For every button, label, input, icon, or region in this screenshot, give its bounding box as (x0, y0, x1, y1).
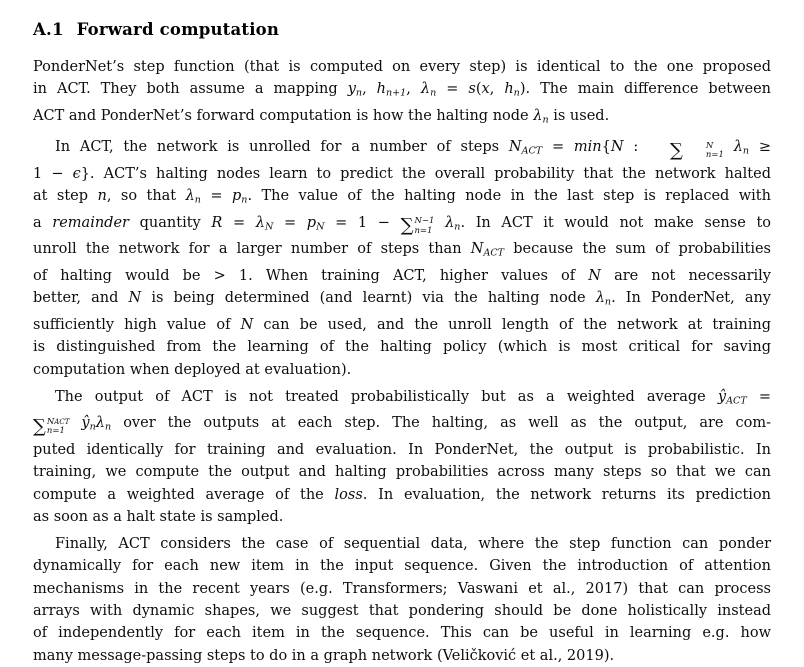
math-text: ACT (483, 247, 505, 259)
text-span: is used. (548, 107, 610, 124)
text-line (33, 578, 771, 600)
math-text: p (231, 188, 242, 205)
math-text: loss (334, 486, 363, 503)
math-text: n+1 (386, 87, 407, 99)
math-text: ACT (726, 395, 747, 407)
math-text: λ (420, 81, 431, 98)
text-span: PonderNet’s step function (that is computed on every step) is identical to the one proposed (33, 59, 771, 75)
math-text: N (128, 290, 142, 307)
text-span: dynamically for each new item in the input sequence. Given the introduction of attention (33, 558, 771, 575)
text-span: as soon as a halt state is sampled. (33, 508, 284, 525)
section-heading (33, 20, 771, 39)
math-text: h (376, 81, 387, 98)
math-text: h (504, 81, 514, 98)
math-text: ŷ (717, 388, 727, 405)
math-text: R (211, 214, 223, 231)
text-line (33, 314, 771, 336)
math-text: n (97, 188, 107, 205)
text-line (33, 163, 771, 185)
text-line (33, 484, 771, 506)
text-line (33, 56, 771, 78)
sum-upper-limit: NACT (46, 416, 70, 427)
text-span: Finally, ACT considers the case of sequential data, where the step function can ponder (55, 536, 771, 553)
math-text: remainder (52, 214, 129, 231)
text-line (33, 439, 771, 461)
text-line (33, 622, 771, 644)
text-span: better, and (33, 290, 129, 307)
math-text: N (470, 241, 484, 258)
text-span: ( (475, 81, 482, 98)
sum-limits (414, 217, 434, 235)
text-span: mechanisms in the recent years (e.g. Transformers; Vaswani et al., 2017) that can process (33, 580, 771, 597)
text-span: ACT and PonderNet’s forward computation is how the halting node (33, 107, 534, 124)
text-span: = (746, 388, 771, 405)
text-span: can be used, and the unroll length of the network at training (253, 316, 772, 333)
sum-upper-limit-sub: ACT (54, 417, 70, 426)
sum-limits (47, 418, 70, 436)
math-text: n (542, 114, 549, 126)
text-span: quantity (128, 214, 212, 231)
text-span: in ACT. They both assume a mapping (33, 81, 348, 98)
math-text: λ (445, 214, 455, 231)
text-line (33, 461, 771, 483)
text-span: training, we compute the output and halting probabilities across many steps so that we can (33, 464, 771, 481)
text-span: is being determined (and learnt) via the halting node (141, 290, 596, 307)
math-text: λ (733, 139, 743, 156)
math-text: y (347, 81, 356, 98)
text-span: of independently for each item in the sequence. This can be useful in learning e.g. how (33, 625, 771, 642)
text-span: = (436, 81, 469, 98)
text-line (33, 265, 771, 287)
math-text: N (508, 139, 522, 156)
math-text: λ (533, 107, 543, 124)
text-line (33, 386, 771, 413)
text-span: many message-passing steps to do in a graph network (Veličković et al., 2019). (33, 647, 615, 664)
summation-symbol (401, 217, 435, 235)
paragraph (33, 56, 771, 131)
paragraph (33, 533, 771, 667)
text-span: arrays with dynamic shapes, we suggest that pondering should be done holistically instead (33, 603, 771, 620)
math-text: n (355, 87, 363, 99)
text-span: = (200, 188, 232, 205)
math-text: N (610, 139, 624, 156)
text-span: ). The main difference between (519, 81, 772, 98)
math-text: min (573, 139, 602, 156)
text-span: compute a weighted average of the (33, 486, 335, 503)
section-number: A.1 (33, 20, 64, 39)
text-span: sufficiently high value of (33, 316, 241, 333)
math-text: n (513, 87, 520, 99)
text-line (33, 359, 771, 381)
text-span: are not necessarily (600, 268, 771, 285)
math-text: λ (255, 214, 265, 231)
math-text: n (89, 421, 96, 433)
text-span: = (542, 139, 574, 156)
text-span: . In ACT it would not make sense to (460, 214, 771, 231)
sigma-glyph: ∑ (33, 415, 46, 437)
text-line (33, 287, 771, 314)
text-span: 1 − (33, 166, 73, 183)
sum-lower-limit: n=1 (414, 225, 433, 236)
text-span: a (33, 214, 53, 231)
text-span: = 1 − (324, 214, 401, 231)
text-span: ≥ (749, 139, 772, 156)
text-span: computation when deployed at evaluation). (33, 361, 352, 378)
section-title: Forward computation (76, 20, 280, 39)
math-text: N (240, 316, 254, 333)
math-text: n (241, 194, 248, 206)
text-line (33, 238, 771, 265)
text-line (33, 506, 771, 528)
text-span: , (406, 81, 421, 98)
text-line (33, 136, 771, 163)
text-line (33, 555, 771, 577)
text-span: because the sum of probabilities (504, 241, 771, 258)
text-span: over the outputs at each step. The halting, as well as the output, are com- (111, 415, 772, 432)
math-text: N (316, 221, 325, 233)
text-span (724, 139, 734, 155)
paragraph (33, 386, 771, 528)
text-span: is distinguished from the learning of the halting policy (which is most critical for saving (33, 339, 771, 356)
math-text: λ (595, 290, 605, 307)
math-text: n (742, 145, 750, 157)
math-text: p (306, 214, 317, 231)
text-span: In ACT, the network is unrolled for a number of steps (55, 139, 509, 156)
sum-upper-limit: N (705, 140, 714, 151)
sum-lower-limit: n=1 (705, 150, 724, 161)
text-line (33, 600, 771, 622)
text-span: }. ACT’s halting nodes learn to predict the overall probability that the network halted (80, 166, 771, 183)
text-span (434, 215, 445, 231)
math-text: λ (95, 415, 105, 432)
text-span: . In PonderNet, any (611, 290, 771, 307)
text-span: . In evaluation, the network returns its prediction (362, 486, 771, 503)
text-line (33, 412, 771, 439)
text-span: = (222, 214, 256, 231)
math-text: λ (185, 188, 195, 205)
math-text: x (481, 81, 490, 98)
text-span: . The value of the halting node in the last step is replaced with (247, 188, 771, 205)
math-text: n (430, 87, 437, 99)
text-span: : (623, 139, 649, 156)
math-text: n (454, 221, 461, 233)
text-span: , (489, 81, 505, 98)
text-line (33, 212, 771, 239)
sigma-glyph: ∑ (400, 215, 414, 237)
math-text: n (604, 296, 612, 308)
text-span: , so that (106, 188, 186, 205)
math-text: s (468, 81, 476, 98)
text-line (33, 105, 771, 132)
document-body (33, 56, 771, 667)
math-text: n (105, 421, 112, 433)
text-span: The output of ACT is not treated probabilistically but as a weighted average (55, 388, 718, 405)
text-span: = (273, 214, 307, 231)
math-text: N (588, 268, 601, 285)
text-span: { (601, 139, 611, 156)
text-span: of halting would be > 1. When training ACT, higher values of (33, 268, 589, 285)
math-text: ACT (521, 145, 543, 157)
text-span (69, 415, 81, 431)
paragraph (33, 136, 771, 380)
math-text: N (264, 221, 274, 233)
text-line (33, 336, 771, 358)
text-span: , (362, 81, 377, 98)
text-line (33, 533, 771, 555)
sum-upper-limit: N−1 (414, 216, 435, 227)
summation-symbol (648, 139, 724, 161)
math-text: ϵ (72, 166, 81, 183)
text-span: at step (33, 188, 98, 205)
text-line (33, 645, 771, 667)
sum-lower-limit: n=1 (46, 426, 65, 437)
math-text: ŷ (81, 415, 90, 432)
math-text: n (194, 194, 201, 206)
text-span: unroll the network for a larger number of steps than (33, 241, 471, 258)
text-span: puted identically for training and evaluation. In PonderNet, the output is probabilistic. In (33, 441, 771, 458)
summation-symbol (33, 415, 70, 437)
sigma-glyph: ∑ (670, 139, 683, 161)
text-line (33, 185, 771, 212)
sum-limits (684, 142, 724, 160)
text-line (33, 78, 771, 105)
